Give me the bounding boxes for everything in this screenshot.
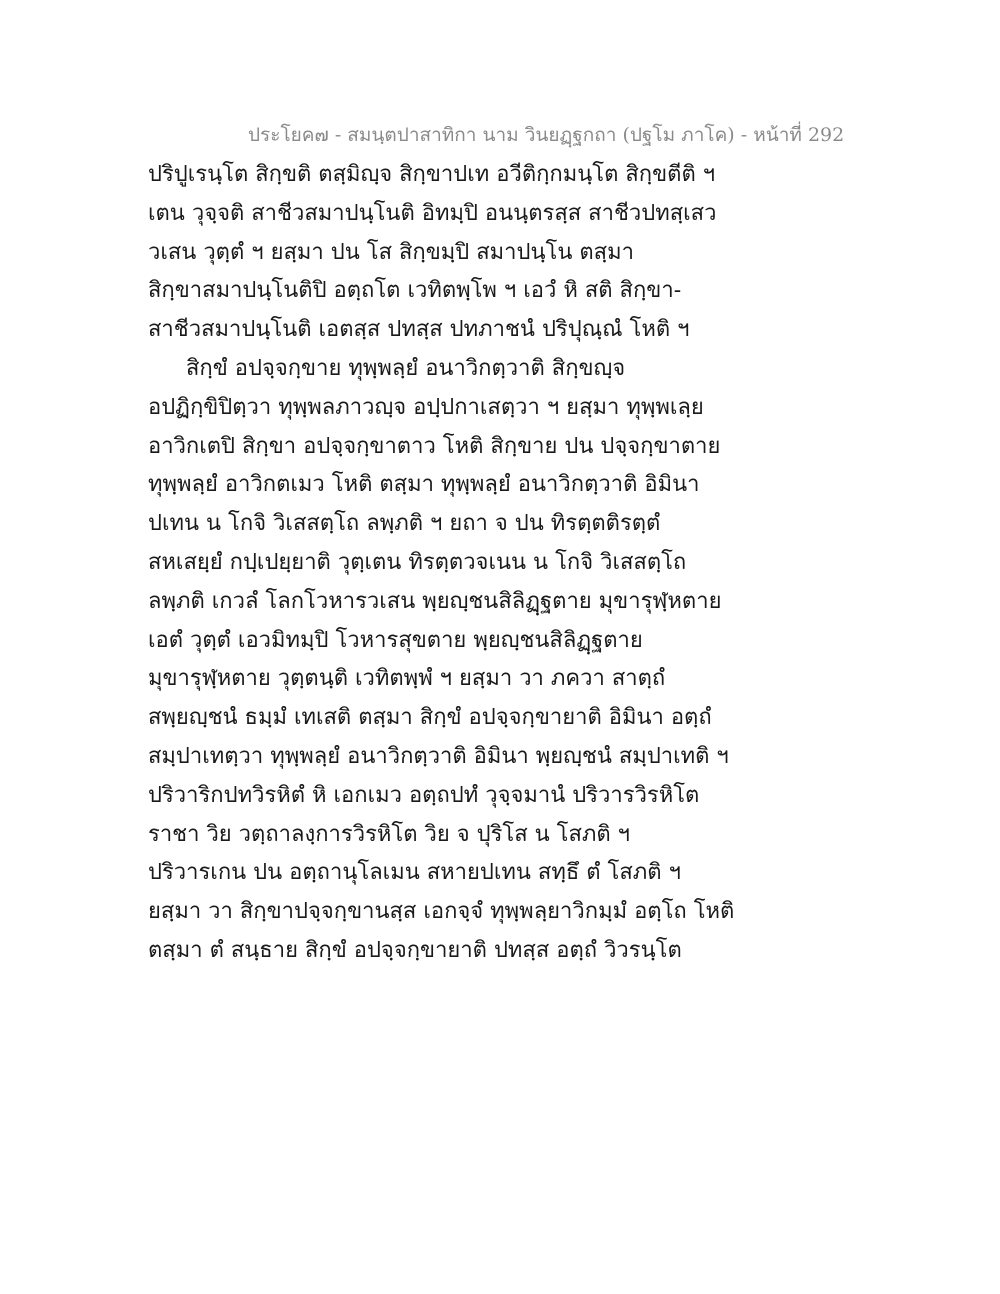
- text-line: อาวิกเตปิ สิกฺขา อปจฺจกฺขาตาว โหติ สิกฺขาย ปน ปจฺจกฺขาตาย: [148, 433, 721, 459]
- text-line: ปเทน น โกจิ วิเสสตฺโถ ลพฺภติ ฯ ยถา จ ปน ทิรตฺตติรตฺตํ: [148, 511, 661, 537]
- running-header: ประโยค๗ - สมนฺตปาสาทิกา นาม วินยฏฺฐกถา (ปฐโม ภาโค) - หน้าที่ 292: [248, 124, 845, 146]
- text-line: วเสน วุตฺตํ ฯ ยสฺมา ปน โส สิกฺขมฺปิ สมาปนฺโน ตสฺมา: [148, 239, 634, 265]
- text-line: สิกฺขาสมาปนฺโนติปิ อตฺถโต เวทิตพฺโพ ฯ เอวํ หิ สติ สิกฺขา-: [148, 278, 682, 304]
- text-line: เตน วุจฺจติ สาชีวสมาปนฺโนติ อิทมฺปิ อนนฺตรสฺส สาชีวปทสฺเสว: [148, 200, 717, 226]
- text-line: มุขารุฬฺหตาย วุตฺตนฺติ เวทิตพฺพํ ฯ ยสฺมา วา ภควา สาตฺถํ: [148, 666, 666, 692]
- text-line: อปฏิกฺขิปิตฺวา ทุพฺพลภาวญฺจ อปฺปกาเสตฺวา ฯ ยสฺมา ทุพฺพเลฺย: [148, 394, 704, 420]
- text-line: เอตํ วุตฺตํ เอวมิทมฺปิ โวหารสุขตาย พฺยญฺชนสิลิฏฺฐตาย: [148, 627, 643, 653]
- text-line: สพฺยญฺชนํ ธมฺมํ เทเสติ ตสฺมา สิกฺขํ อปจฺจกฺขายาติ อิมินา อตฺถํ: [148, 705, 712, 731]
- text-line: ตสฺมา ตํ สนฺธาย สิกฺขํ อปจฺจกฺขายาติ ปทสฺส อตฺถํ วิวรนฺโต: [148, 937, 682, 963]
- text-line: สาชีวสมาปนฺโนติ เอตสฺส ปทสฺส ปทภาชนํ ปริปุณฺณํ โหติ ฯ: [148, 317, 690, 343]
- text-line: ปริวาริกปทวิรหิตํ หิ เอกเมว อตฺถปทํ วุจฺจมานํ ปริวารวิรหิโต: [148, 782, 700, 808]
- body-text: [148, 156, 735, 971]
- text-line: ปริวารเกน ปน อตฺถานุโลเมน สหายปเทน สทฺธึ ตํ โสภติ ฯ: [148, 860, 681, 886]
- text-line: ปริปูเรนฺโต สิกฺขติ ตสฺมิญฺจ สิกฺขาปเท อวีติกฺกมนฺโต สิกฺขตีติ ฯ: [148, 162, 716, 187]
- text-line: สมฺปาเทตฺวา ทุพฺพลฺยํ อนาวิกตฺวาติ อิมินา พฺยญฺชนํ สมฺปาเทติ ฯ: [148, 743, 729, 769]
- paragraph-first-line: สิกฺขํ อปจฺจกฺขาย ทุพฺพลฺยํ อนาวิกตฺวาติ สิกฺขญฺจ: [186, 355, 626, 381]
- text-line: สหเสยฺยํ กปฺเปยฺยาติ วุตฺเตน ทิรตฺตวจเนน น โกจิ วิเสสตฺโถ: [148, 549, 687, 575]
- text-line: ราชา วิย วตฺถาลงฺการวิรหิโต วิย จ ปุริโส น โสภติ ฯ: [148, 821, 631, 847]
- text-line: ยสฺมา วา สิกฺขาปจฺจกฺขานสฺส เอกจฺจํ ทุพฺพลฺยาวิกมฺมํ อตฺโถ โหติ: [148, 899, 735, 925]
- text-line: ทุพฺพลฺยํ อาวิกตเมว โหติ ตสฺมา ทุพฺพลฺยํ อนาวิกตฺวาติ อิมินา: [148, 472, 700, 498]
- text-line: ลพฺภติ เกวลํ โลกโวหารวเสน พฺยญฺชนสิลิฏฺฐตาย มุขารุฬฺหตาย: [148, 588, 722, 614]
